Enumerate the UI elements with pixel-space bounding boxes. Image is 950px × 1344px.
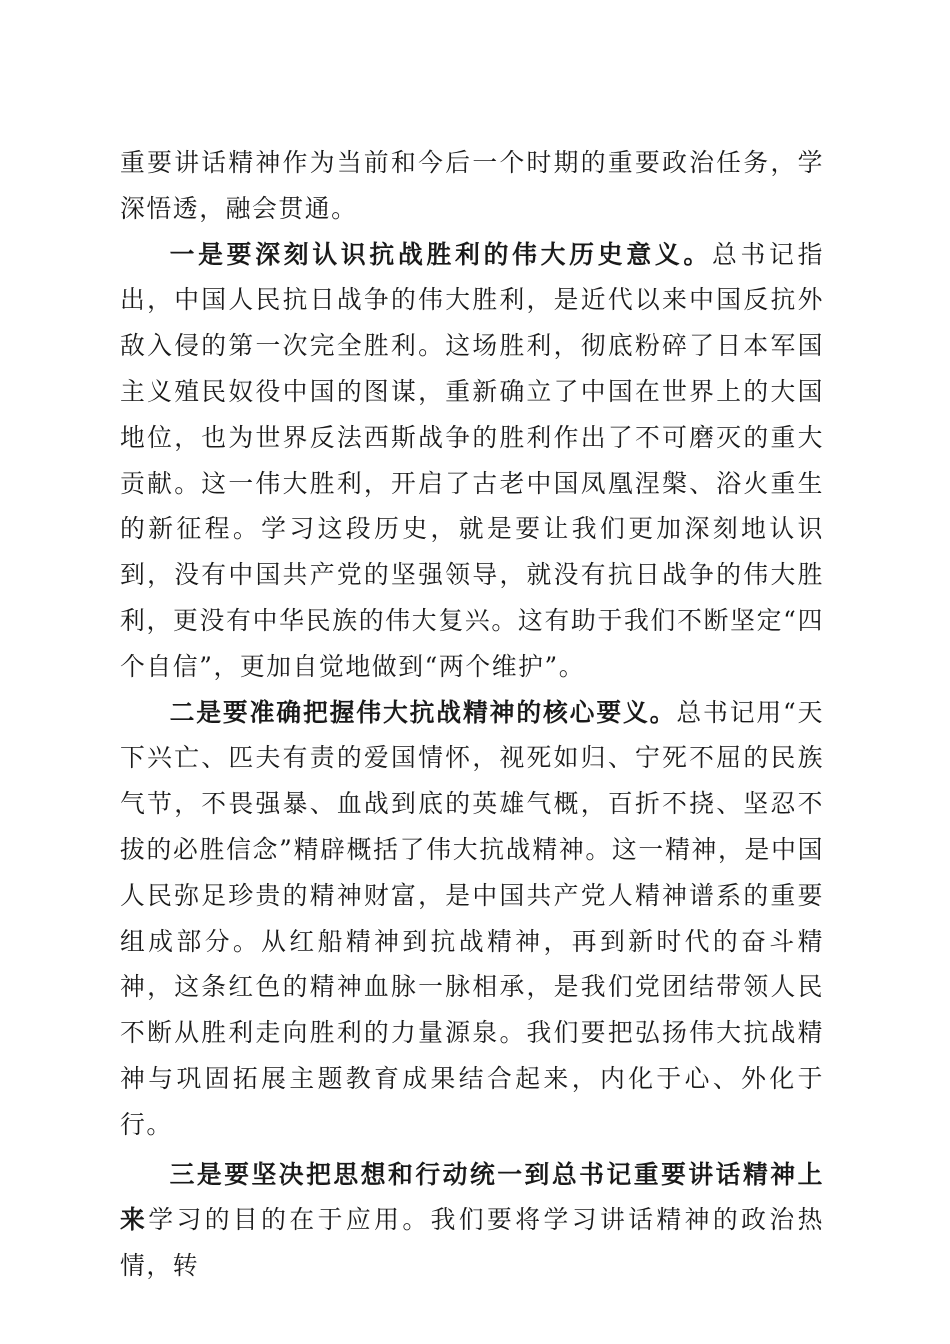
document-body [120, 140, 824, 1289]
paragraph-point-two [120, 690, 824, 1148]
point-three-heading: 三是要坚决把思想和行动统一到总书记重要讲话精神上来 [120, 1159, 824, 1235]
paragraph-continued [120, 140, 824, 232]
point-three-text: 学习的目的在于应用。我们要将学习讲话精神的政治热情，转 [120, 1205, 824, 1281]
point-one-text: 总书记指出，中国人民抗日战争的伟大胜利，是近代以来中国反抗外敌入侵的第一次完全胜利。这场胜利，彻底粉碎了日本军国主义殖民奴役中国的图谋，重新确立了中国在世界上的大国地位，也为世界反法西斯战争的胜利作出了不可磨灭的重大贡献。这一伟大胜利，开启了古老中国凤凰涅槃、浴火重生的新征程。学习这段历史，就是要让我们更加深刻地认识到，没有中国共产党的坚强领导，就没有抗日战争的伟大胜利，更没有中华民族的伟大复兴。这有助于我们不断坚定“四个自信”，更加自觉地做到“两个维护”。 [120, 239, 825, 681]
point-two-text: 总书记用“天下兴亡、匹夫有责的爱国情怀，视死如归、宁死不屈的民族气节，不畏强暴、血战到底的英雄气概，百折不挠、坚忍不拔的必胜信念”精辟概括了伟大抗战精神。这一精神，是中国人民弥足珍贵的精神财富，是中国共产党人精神谱系的重要组成部分。从红船精神到抗战精神，再到新时代的奋斗精神，这条红色的精神血脉一脉相承，是我们党团结带领人民不断从胜利走向胜利的力量源泉。我们要把弘扬伟大抗战精神与巩固拓展主题教育成果结合起来，内化于心、外化于行。 [120, 697, 824, 1139]
point-two-heading: 二是要准确把握伟大抗战精神的核心要义。 [169, 697, 677, 727]
paragraph-point-one [120, 232, 824, 690]
paragraph-point-three [120, 1152, 824, 1289]
paragraph-continued-text: 重要讲话精神作为当前和今后一个时期的重要政治任务，学深悟透，融会贯通。 [120, 148, 824, 223]
point-one-heading: 一是要深刻认识抗战胜利的伟大历史意义。 [169, 239, 712, 269]
